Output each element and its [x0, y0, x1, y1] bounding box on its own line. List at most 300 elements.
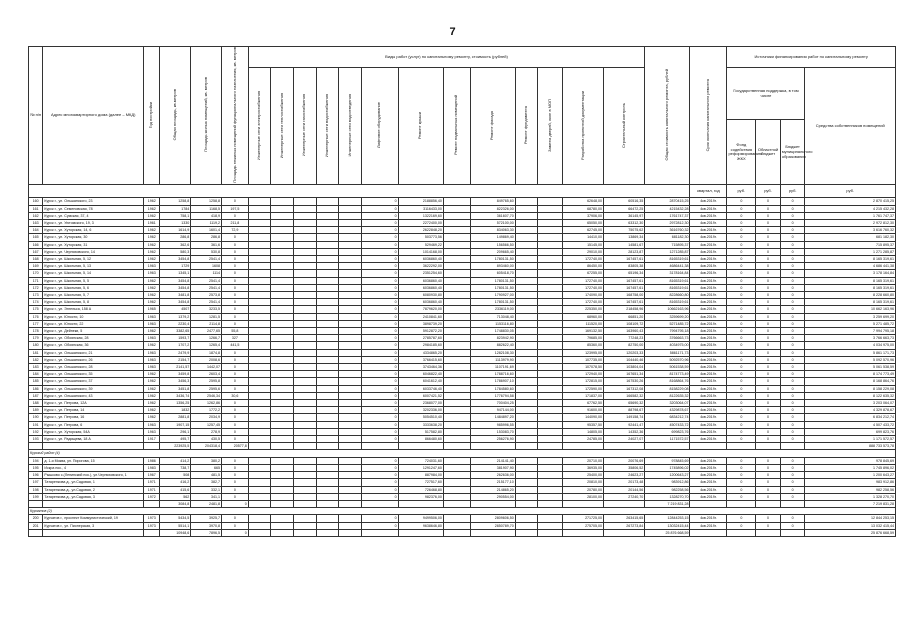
- cell-f: 0: [727, 392, 756, 399]
- cell-facade: 713048,40: [470, 313, 515, 320]
- cell-gas: [293, 212, 316, 219]
- cell-facade: 1784580,60: [470, 385, 515, 392]
- cell-addr: Курск г., ул. Ольшанского, 28: [43, 364, 144, 371]
- cell-roof: 529469,22: [398, 241, 443, 248]
- cell-m: 0: [780, 400, 805, 407]
- cell-sewer: [339, 328, 362, 335]
- cell-q: 4кв.2019г.: [690, 219, 727, 226]
- cell-facade: 1113979,90: [470, 356, 515, 363]
- cell-own: 5 271 485,72: [805, 320, 896, 327]
- cell-n: 175: [29, 306, 43, 313]
- subtotal-win: [538, 529, 563, 536]
- header-region: Областной бюджет: [756, 120, 781, 185]
- cell-ca: 0: [222, 364, 249, 371]
- subtotal-found: [515, 443, 538, 450]
- cell-docs: 275705,00: [562, 522, 603, 529]
- cell-addr: Курск г., ул. Школьная, 5, 8: [43, 299, 144, 306]
- cell-heat: [271, 227, 294, 234]
- cell-f: 0: [727, 407, 756, 414]
- cell-facade: 1780131,50: [470, 256, 515, 263]
- cell-docs: 85360,00: [562, 342, 603, 349]
- cell-roof: 727517,60: [398, 479, 443, 486]
- cell-n: 173: [29, 292, 43, 299]
- cell-el: [248, 364, 271, 371]
- cell-gas: [293, 407, 316, 414]
- cell-m: 0: [780, 378, 805, 385]
- cell-win: [538, 284, 563, 291]
- cell-ta: 1832: [160, 407, 191, 414]
- cell-ca: 0: [222, 493, 249, 500]
- cell-found: [515, 421, 538, 428]
- cell-tot: 3766663,73: [645, 335, 690, 342]
- subtotal-heat: [271, 443, 294, 450]
- cell-tot: 681182,30: [645, 234, 690, 241]
- cell-found: [515, 392, 538, 399]
- cell-facade: 209665,40: [470, 248, 515, 255]
- cell-gas: [293, 414, 316, 421]
- cell-lift: 0: [361, 248, 398, 255]
- cell-ta: 296,1: [160, 428, 191, 435]
- cell-facade: 214865,20: [470, 486, 515, 493]
- cell-el: [248, 421, 271, 428]
- cell-rg: 0: [756, 421, 781, 428]
- cell-el: [248, 414, 271, 421]
- cell-el: [248, 256, 271, 263]
- cell-sewer: [339, 385, 362, 392]
- table-row: [29, 270, 896, 277]
- cell-found: [515, 328, 538, 335]
- cell-addr: Курск г., ул. Уютомского, 19, 3: [43, 219, 144, 226]
- cell-lift: 0: [361, 328, 398, 335]
- cell-year: 1963: [144, 335, 160, 342]
- cell-docs: 111520,00: [562, 320, 603, 327]
- cell-year: 1917: [144, 436, 160, 443]
- cell-lift: 0: [361, 263, 398, 270]
- table-row: [29, 428, 896, 435]
- subtotal-row: [29, 500, 896, 507]
- cell-facade: 149869,40: [470, 234, 515, 241]
- cell-la: 1442,07: [191, 364, 222, 371]
- table-row: [29, 205, 896, 212]
- cell-f: 0: [727, 464, 756, 471]
- cell-found: [515, 320, 538, 327]
- cell-gas: [293, 256, 316, 263]
- cell-q: 4кв.2019г.: [690, 414, 727, 421]
- cell-found: [515, 349, 538, 356]
- cell-lift: 0: [361, 256, 398, 263]
- subtotal-ta: 10948,6: [160, 529, 191, 536]
- cell-found: [515, 270, 538, 277]
- cell-la: 481,5: [191, 472, 222, 479]
- cell-addr: Курск г., ул. Хуторская, 14, 6: [43, 227, 144, 234]
- cell-sewer: [339, 320, 362, 327]
- cell-facade: 381907,90: [470, 464, 515, 471]
- header-state-support: Государственная поддержка, в том числе: [727, 68, 805, 120]
- cell-year: 1962: [144, 277, 160, 284]
- cell-ta: 758,1: [160, 212, 191, 219]
- cell-ctrl: 63312,30: [604, 219, 645, 226]
- header-work-foundation: Ремонт фундамента: [523, 106, 529, 145]
- cell-water: [316, 320, 339, 327]
- header-work-heat: Инженерные сети теплоснабжения: [278, 92, 284, 159]
- cell-win: [538, 493, 563, 500]
- cell-lift: 0: [361, 234, 398, 241]
- cell-own: 5 861 171,73: [805, 349, 896, 356]
- cell-la: 286,8: [191, 234, 222, 241]
- cell-lift: 0: [361, 522, 398, 529]
- cell-ctrl: 20173,48: [604, 479, 645, 486]
- cell-facade: 256276,90: [470, 436, 515, 443]
- cell-m: 0: [780, 205, 805, 212]
- cell-ca: 0: [222, 385, 249, 392]
- cell-own: 978 845,69: [805, 457, 896, 464]
- cell-win: [538, 364, 563, 371]
- cell-ta: 2154,7: [160, 356, 191, 363]
- cell-m: 0: [780, 464, 805, 471]
- cell-win: [538, 378, 563, 385]
- cell-lift: 0: [361, 486, 398, 493]
- cell-year: 1962: [144, 378, 160, 385]
- cell-q: 4кв.2019г.: [690, 349, 727, 356]
- cell-la: 3970,8: [191, 522, 222, 529]
- cell-heat: [271, 364, 294, 371]
- cell-tot: 4034975,00: [645, 342, 690, 349]
- cell-ctrl: 36145,97: [604, 212, 645, 219]
- subtotal-el: [248, 500, 271, 507]
- cell-base: [443, 436, 470, 443]
- header-works-group: Виды работ (услуг) по капитальному ремонту, стоимость (рублей): [248, 47, 645, 68]
- cell-found: [515, 335, 538, 342]
- cell-ctrl: 163960,43: [604, 328, 645, 335]
- cell-el: [248, 493, 271, 500]
- cell-la: 1258,8: [191, 198, 222, 205]
- cell-docs: 172740,00: [562, 256, 603, 263]
- cell-rg: 0: [756, 371, 781, 378]
- cell-win: [538, 292, 563, 299]
- cell-docs: 20710,00: [562, 457, 603, 464]
- cell-f: 0: [727, 234, 756, 241]
- cell-gas: [293, 234, 316, 241]
- cell-own: 7 994 795,18: [805, 328, 896, 335]
- cell-la: 3925,7: [191, 515, 222, 522]
- cell-gas: [293, 515, 316, 522]
- cell-q: 4кв.2019г.: [690, 371, 727, 378]
- capital-repair-register-table: [28, 46, 896, 537]
- cell-la: 418,9: [191, 212, 222, 219]
- cell-year: 1962: [144, 292, 160, 299]
- cell-base: [443, 400, 470, 407]
- cell-addr: Курск г., ул. Петрова, 14: [43, 407, 144, 414]
- cell-found: [515, 198, 538, 205]
- cell-la: 530,8: [191, 248, 222, 255]
- cell-lift: 0: [361, 198, 398, 205]
- cell-f: 0: [727, 248, 756, 255]
- table-row: [29, 464, 896, 471]
- subtotal-ctrl: [604, 500, 645, 507]
- cell-year: 1972: [144, 493, 160, 500]
- cell-water: [316, 479, 339, 486]
- cell-la: 332,1: [191, 486, 222, 493]
- cell-addr: Курск г., ул. Школьная, 5, 6: [43, 284, 144, 291]
- cell-docs: 172740,00: [562, 284, 603, 291]
- cell-roof: 2622848,20: [398, 227, 443, 234]
- cell-gas: [293, 479, 316, 486]
- cell-ctrl: 168758,00: [604, 292, 645, 299]
- cell-found: [515, 522, 538, 529]
- cell-year: 1973: [144, 522, 160, 529]
- cell-win: [538, 407, 563, 414]
- cell-rg: 0: [756, 306, 781, 313]
- subtotal-addr: [43, 529, 144, 536]
- cell-heat: [271, 234, 294, 241]
- table-row: [29, 292, 896, 299]
- cell-found: [515, 486, 538, 493]
- cell-tot: 1761747,37: [645, 212, 690, 219]
- cell-base: [443, 234, 470, 241]
- cell-roof: 4334865,20: [398, 349, 443, 356]
- cell-base: [443, 335, 470, 342]
- cell-docs: 172740,00: [562, 277, 603, 284]
- cell-own: 1 745 896,02: [805, 464, 896, 471]
- cell-own: 8 174 773,49: [805, 371, 896, 378]
- cell-rg: 0: [756, 414, 781, 421]
- cell-rg: 0: [756, 227, 781, 234]
- cell-win: [538, 436, 563, 443]
- subtotal-q: [690, 500, 727, 507]
- cell-sewer: [339, 270, 362, 277]
- cell-found: [515, 306, 538, 313]
- cell-la: 1266,7: [191, 335, 222, 342]
- cell-addr: Рышково с.(Ленинский пос.), ул.Черняховского, 1: [43, 472, 144, 479]
- cell-el: [248, 270, 271, 277]
- cell-docs: 28100,00: [562, 493, 603, 500]
- cell-f: 0: [727, 400, 756, 407]
- cell-q: 4кв.2019г.: [690, 256, 727, 263]
- subtotal-row: [29, 443, 896, 450]
- cell-heat: [271, 219, 294, 226]
- cell-ca: 197,5: [222, 205, 249, 212]
- cell-m: 0: [780, 457, 805, 464]
- section-row: [29, 450, 896, 457]
- subtotal-heat: [271, 500, 294, 507]
- cell-base: [443, 522, 470, 529]
- cell-gas: [293, 493, 316, 500]
- cell-heat: [271, 436, 294, 443]
- cell-f: 0: [727, 472, 756, 479]
- cell-addr: Курск г., ул. Петрова, 6: [43, 421, 144, 428]
- cell-n: 183: [29, 364, 43, 371]
- cell-win: [538, 241, 563, 248]
- subtotal-sewer: [339, 443, 362, 450]
- cell-ta: 414,2: [160, 457, 191, 464]
- cell-rg: 0: [756, 205, 781, 212]
- header-address: Адрес многоквартирного дома (далее – МКД): [43, 47, 144, 185]
- cell-water: [316, 198, 339, 205]
- cell-win: [538, 414, 563, 421]
- cell-q: 4кв.2019г.: [690, 457, 727, 464]
- subtotal-addr: [43, 500, 144, 507]
- cell-sewer: [339, 479, 362, 486]
- cell-m: 0: [780, 407, 805, 414]
- subtotal-m: [780, 443, 805, 450]
- cell-la: 341,1: [191, 493, 222, 500]
- cell-rg: 0: [756, 493, 781, 500]
- subtotal-gas: [293, 443, 316, 450]
- cell-la: 2541,4: [191, 277, 222, 284]
- cell-el: [248, 299, 271, 306]
- cell-ta: 2141,57: [160, 364, 191, 371]
- cell-n: 174: [29, 299, 43, 306]
- subtotal-lift: [361, 443, 398, 450]
- cell-el: [248, 472, 271, 479]
- cell-f: 0: [727, 227, 756, 234]
- cell-gas: [293, 241, 316, 248]
- section-row: [29, 508, 896, 515]
- subtotal-facade: [470, 443, 515, 450]
- cell-n: 180: [29, 342, 43, 349]
- cell-win: [538, 464, 563, 471]
- header-num: № п/п: [29, 47, 43, 185]
- cell-ctrl: 267273,84: [604, 522, 645, 529]
- cell-sewer: [339, 400, 362, 407]
- cell-addr: Курск г., ул. Петрова, 12А: [43, 400, 144, 407]
- cell-roof: 2785787,60: [398, 335, 443, 342]
- cell-el: [248, 313, 271, 320]
- cell-q: 4кв.2019г.: [690, 421, 727, 428]
- cell-own: 1 271 285,87: [805, 248, 896, 255]
- cell-ta: 1356,25: [160, 400, 191, 407]
- cell-water: [316, 335, 339, 342]
- cell-heat: [271, 522, 294, 529]
- cell-facade: 947144,00: [470, 407, 515, 414]
- cell-roof: 6080930,80: [398, 292, 443, 299]
- cell-facade: 823942,90: [470, 335, 515, 342]
- cell-ca: 0: [222, 472, 249, 479]
- cell-q: 4кв.2019г.: [690, 436, 727, 443]
- cell-f: 0: [727, 263, 756, 270]
- header-deadline-sub: квартал, год: [690, 185, 727, 198]
- subtotal-win: [538, 443, 563, 450]
- cell-f: 0: [727, 306, 756, 313]
- cell-n: 166: [29, 241, 43, 248]
- cell-m: 0: [780, 328, 805, 335]
- cell-tot: 3259699,20: [645, 313, 690, 320]
- cell-rg: 0: [756, 263, 781, 270]
- cell-water: [316, 342, 339, 349]
- cell-m: 0: [780, 198, 805, 205]
- cell-tot: 3616760,32: [645, 227, 690, 234]
- cell-m: 0: [780, 472, 805, 479]
- cell-addr: Курск г., ул. Юности, 22: [43, 320, 144, 327]
- cell-heat: [271, 198, 294, 205]
- cell-ctrl: 35806,52: [604, 464, 645, 471]
- subtotal-m: [780, 529, 805, 536]
- cell-water: [316, 219, 339, 226]
- cell-el: [248, 457, 271, 464]
- cell-rg: 0: [756, 486, 781, 493]
- cell-win: [538, 256, 563, 263]
- cell-f: 0: [727, 421, 756, 428]
- cell-gas: [293, 428, 316, 435]
- cell-docs: 20780,00: [562, 486, 603, 493]
- cell-found: [515, 400, 538, 407]
- cell-sewer: [339, 414, 362, 421]
- cell-q: 4кв.2019г.: [690, 385, 727, 392]
- cell-ta: 2479,9: [160, 349, 191, 356]
- cell-q: 4кв.2019г.: [690, 400, 727, 407]
- cell-gas: [293, 263, 316, 270]
- cell-lift: 0: [361, 428, 398, 435]
- cell-ctrl: 108109,72: [604, 320, 645, 327]
- cell-f: 0: [727, 414, 756, 421]
- cell-m: 0: [780, 356, 805, 363]
- cell-year: 1971: [144, 479, 160, 486]
- cell-year: 1963: [144, 364, 160, 371]
- cell-ctrl: 66851,20: [604, 313, 645, 320]
- subtotal-rg: [756, 529, 781, 536]
- cell-n: 184: [29, 371, 43, 378]
- cell-roof: 5054510,40: [398, 414, 443, 421]
- cell-year: 1962: [144, 248, 160, 255]
- cell-q: 4кв.2019г.: [690, 522, 727, 529]
- cell-docs: 62648,00: [562, 198, 603, 205]
- cell-rg: 0: [756, 234, 781, 241]
- cell-rg: 0: [756, 385, 781, 392]
- cell-lift: 0: [361, 205, 398, 212]
- cell-el: [248, 212, 271, 219]
- cell-rg: 0: [756, 515, 781, 522]
- table-row: [29, 371, 896, 378]
- cell-lift: 0: [361, 400, 398, 407]
- cell-ctrl: 27240,70: [604, 493, 645, 500]
- cell-tot: 2870415,25: [645, 198, 690, 205]
- cell-base: [443, 227, 470, 234]
- cell-base: [443, 464, 470, 471]
- cell-own: 681 182,30: [805, 234, 896, 241]
- cell-tot: 8168864,76: [645, 378, 690, 385]
- cell-rg: 0: [756, 400, 781, 407]
- cell-docs: 169132,50: [562, 328, 603, 335]
- cell-base: [443, 515, 470, 522]
- cell-n: 182: [29, 356, 43, 363]
- cell-addr: Искра пос., 4: [43, 464, 144, 471]
- cell-gas: [293, 378, 316, 385]
- subtotal-tot: 7 219 831,28: [645, 500, 690, 507]
- cell-docs: 25400,00: [562, 472, 603, 479]
- cell-water: [316, 284, 339, 291]
- subtotal-lift: [361, 500, 398, 507]
- subtotal-docs: [562, 443, 603, 450]
- cell-heat: [271, 515, 294, 522]
- table-row: [29, 421, 896, 428]
- cell-lift: 0: [361, 371, 398, 378]
- cell-lift: 0: [361, 414, 398, 421]
- cell-lift: 0: [361, 227, 398, 234]
- cell-f: 0: [727, 436, 756, 443]
- cell-m: 0: [780, 335, 805, 342]
- cell-f: 0: [727, 457, 756, 464]
- subtotal-year: [144, 529, 160, 536]
- cell-tot: 8165319,61: [645, 299, 690, 306]
- cell-ca: 0: [222, 241, 249, 248]
- cell-ca: 0: [222, 299, 249, 306]
- cell-gas: [293, 400, 316, 407]
- cell-m: 0: [780, 263, 805, 270]
- cell-facade: 1748830,05: [470, 328, 515, 335]
- cell-year: 1965: [144, 306, 160, 313]
- cell-ta: 3459,8: [160, 371, 191, 378]
- cell-ta: 415,6: [160, 486, 191, 493]
